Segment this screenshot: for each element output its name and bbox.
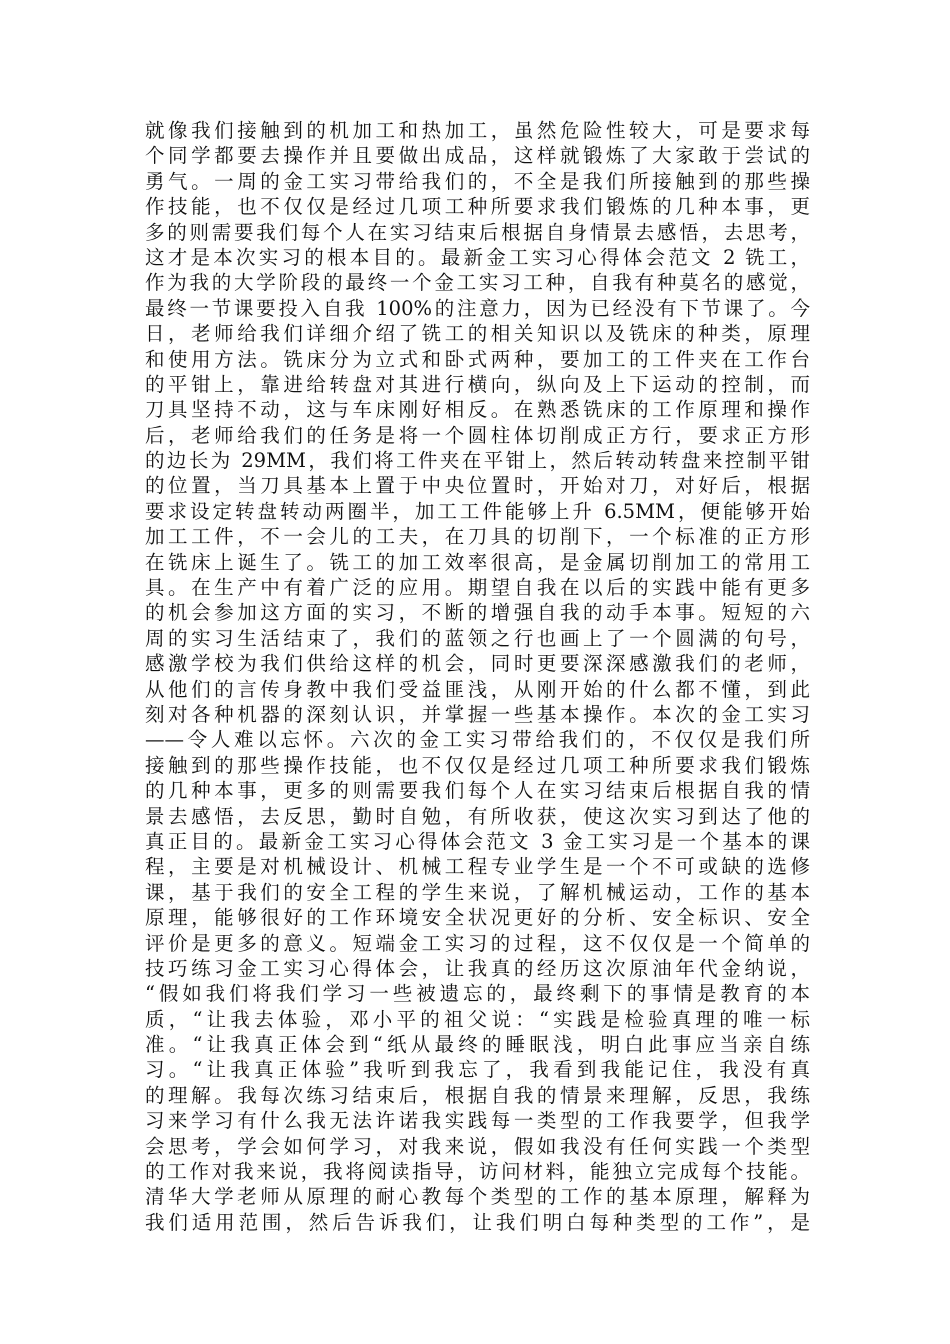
text-line: 习。“让我真正体验”我听到我忘了，我看到我能记住，我没有真 bbox=[145, 1058, 810, 1082]
text-line: 就像我们接触到的机加工和热加工，虽然危险性较大，可是要求每 bbox=[145, 119, 810, 142]
text-line: 的边长为 29MM，我们将工件夹在平钳上，然后转动转盘来控制平钳 bbox=[145, 449, 810, 473]
text-line: 刀具坚持不动，这与车床刚好相反。在熟悉铣床的工作原理和操作 bbox=[145, 398, 810, 422]
text-line: “假如我们将我们学习一些被遗忘的，最终剩下的事情是教育的本 bbox=[145, 982, 810, 1006]
text-line: 个同学都要去操作并且要做出成品，这样就锻炼了大家敢于尝试的 bbox=[145, 144, 810, 168]
text-line: 我们适用范围，然后告诉我们，让我们明白每种类型的工作”，是 bbox=[145, 1210, 810, 1234]
text-line: 要求设定转盘转动两圈半，加工工件能够上升 6.5MM，便能够开始 bbox=[145, 499, 810, 523]
text-line: 作为我的大学阶段的最终一个金工实习工种，自我有种莫名的感觉， bbox=[145, 271, 810, 295]
text-line: 质，“让我去体验，邓小平的祖父说：“实践是检验真理的唯一标 bbox=[145, 1007, 810, 1031]
text-line: 课，基于我们的安全工程的学生来说，了解机械运动，工作的基本 bbox=[145, 880, 810, 904]
text-line: 的平钳上，靠进给转盘对其进行横向，纵向及上下运动的控制，而 bbox=[145, 372, 810, 396]
text-line: ——令人难以忘怀。六次的金工实习带给我们的，不仅仅是我们所 bbox=[145, 728, 810, 752]
text-line: 刻对各种机器的深刻认识，并掌握一些基本操作。本次的金工实习 bbox=[145, 702, 810, 726]
text-line: 周的实习生活结束了，我们的蓝领之行也画上了一个圆满的句号， bbox=[145, 626, 810, 650]
text-line: 和使用方法。铣床分为立式和卧式两种，要加工的工件夹在工作台 bbox=[145, 347, 810, 371]
text-line: 技巧练习金工实习心得体会，让我真的经历这次原油年代金纳说， bbox=[145, 956, 810, 980]
text-line: 接触到的那些操作技能，也不仅仅是经过几项工种所要求我们锻炼 bbox=[145, 753, 810, 777]
text-line: 会思考，学会如何学习，对我来说，假如我没有任何实践一个类型 bbox=[145, 1134, 810, 1158]
text-line: 感激学校为我们供给这样的机会，同时更要深深感激我们的老师， bbox=[145, 652, 810, 676]
text-line: 在铣床上诞生了。铣工的加工效率很高，是金属切削加工的常用工 bbox=[145, 550, 810, 574]
text-line: 具。在生产中有着广泛的应用。期望自我在以后的实践中能有更多 bbox=[145, 576, 810, 600]
text-line: 真正目的。最新金工实习心得体会范文 3 金工实习是一个基本的课 bbox=[145, 829, 810, 853]
text-line: 勇气。一周的金工实习带给我们的，不全是我们所接触到的那些操 bbox=[145, 169, 810, 193]
text-line: 后，老师给我们的任务是将一个圆柱体切削成正方行，要求正方形 bbox=[145, 423, 810, 447]
text-line: 景去感悟，去反思，勤时自勉，有所收获，使这次实习到达了他的 bbox=[145, 804, 810, 828]
text-line: 评价是更多的意义。短端金工实习的过程，这不仅仅是一个简单的 bbox=[145, 931, 810, 955]
text-line: 作技能，也不仅仅是经过几项工种所要求我们锻炼的几种本事，更 bbox=[145, 195, 810, 219]
text-line: 加工工件，不一会儿的工夫，在刀具的切削下，一个标准的正方形 bbox=[145, 525, 810, 549]
text-line: 日，老师给我们详细介绍了铣工的相关知识以及铣床的种类，原理 bbox=[145, 322, 810, 346]
text-line: 清华大学老师从原理的耐心教每个类型的工作的基本原理，解释为 bbox=[145, 1185, 810, 1209]
text-line: 程，主要是对机械设计、机械工程专业学生是一个不可或缺的选修 bbox=[145, 855, 810, 879]
text-line: 的理解。我每次练习结束后，根据自我的情景来理解，反思，我练 bbox=[145, 1083, 810, 1107]
text-line: 的工作对我来说，我将阅读指导，访问材料，能独立完成每个技能。 bbox=[145, 1160, 810, 1184]
text-line: 原理，能够很好的工作环境安全状况更好的分析、安全标识、安全 bbox=[145, 906, 810, 930]
text-line: 最终一节课要投入自我 100%的注意力，因为已经没有下节课了。今 bbox=[145, 296, 810, 320]
text-line: 的机会参加这方面的实习，不断的增强自我的动手本事。短短的六 bbox=[145, 601, 810, 625]
text-line: 习来学习有什么我无法许诺我实践每一类型的工作我要学，但我学 bbox=[145, 1109, 810, 1133]
text-line: 的位置，当刀具基本上置于中央位置时，开始对刀，对好后，根据 bbox=[145, 474, 810, 498]
text-line: 从他们的言传身教中我们受益匪浅，从刚开始的什么都不懂，到此 bbox=[145, 677, 810, 701]
text-line: 多的则需要我们每个人在实习结束后根据自身情景去感悟，去思考， bbox=[145, 220, 810, 244]
text-line: 的几种本事，更多的则需要我们每个人在实习结束后根据自我的情 bbox=[145, 779, 810, 803]
text-line: 这才是本次实习的根本目的。最新金工实习心得体会范文 2 铣工， bbox=[145, 245, 810, 269]
text-line: 准。“让我真正体会到“纸从最终的睡眠浅，明白此事应当亲自练 bbox=[145, 1033, 810, 1057]
body-text bbox=[145, 118, 810, 1235]
